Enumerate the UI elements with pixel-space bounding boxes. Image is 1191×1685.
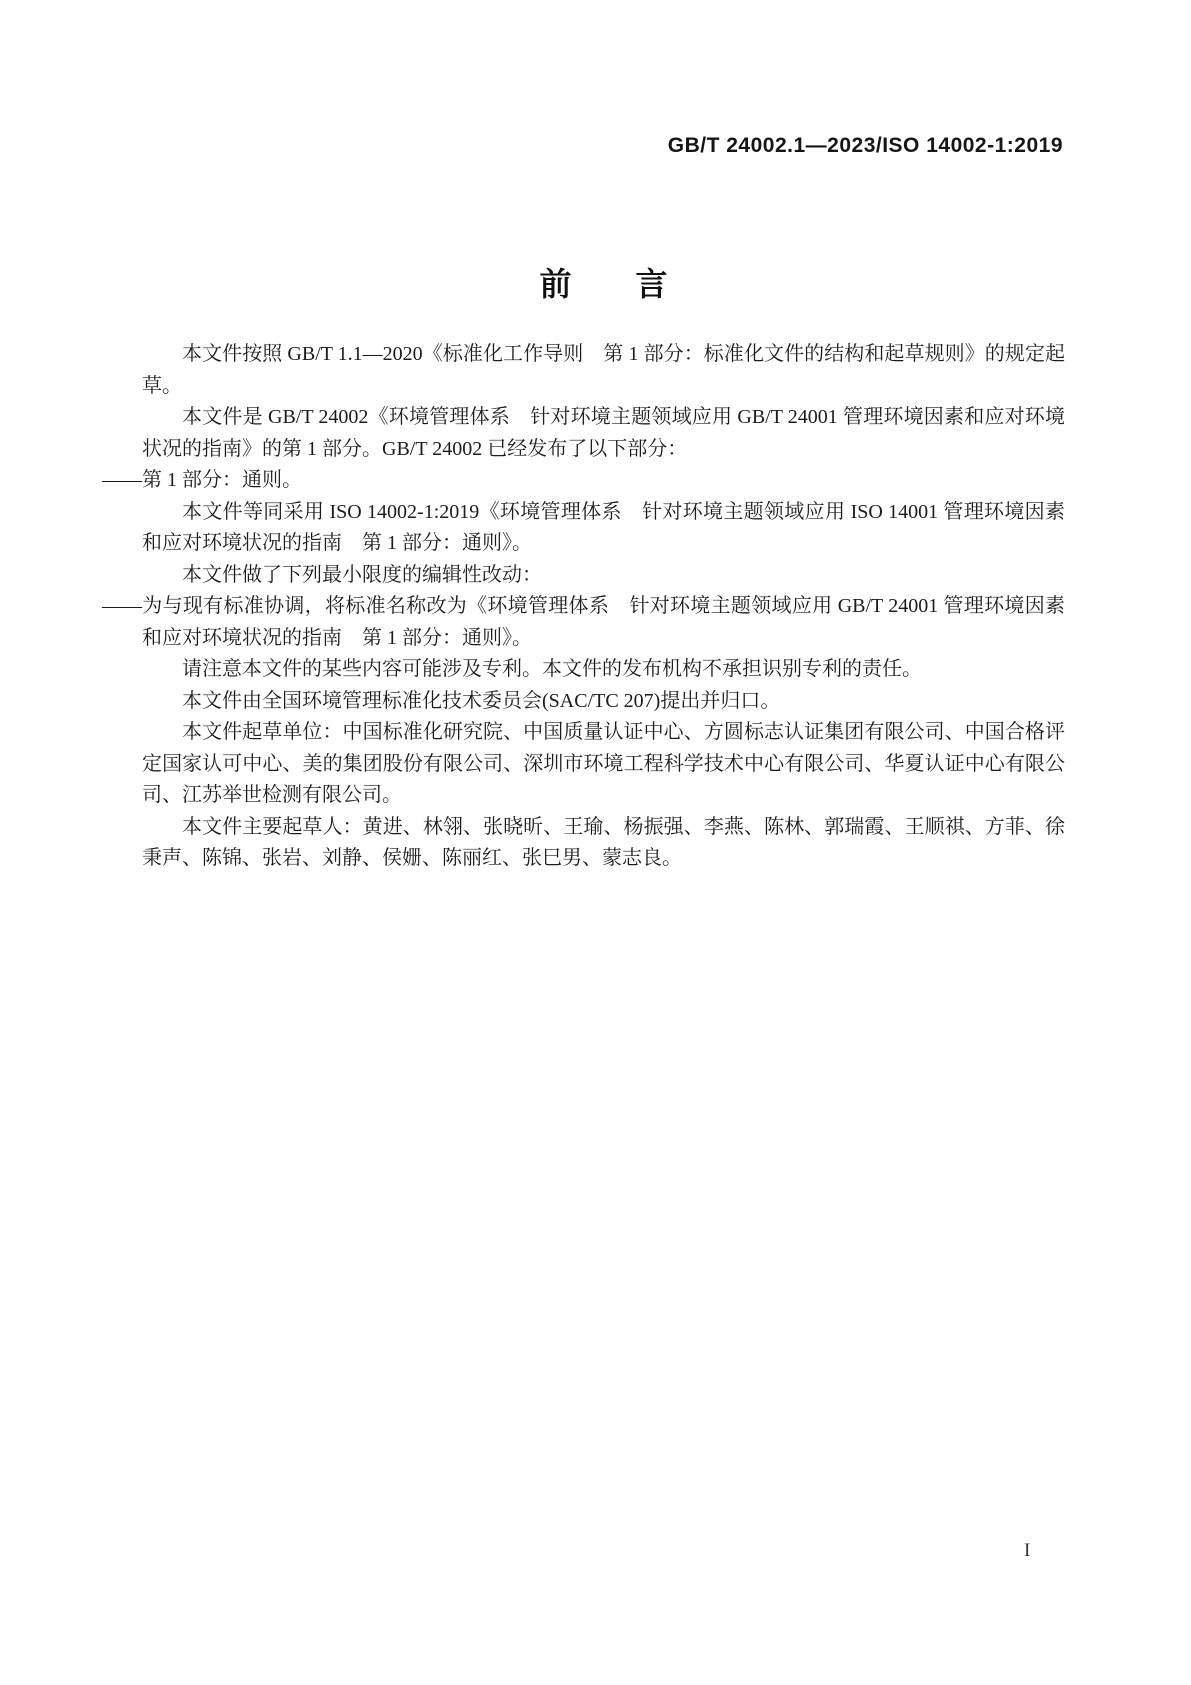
foreword-paragraph: 本文件由全国环境管理标准化技术委员会(SAC/TC 207)提出并归口。 (182, 689, 781, 712)
page-number: I (1024, 1540, 1031, 1561)
standard-doc-number: GB/T 24002.1—2023/ISO 14002-1:2019 (667, 134, 1063, 157)
foreword-paragraph: 请注意本文件的某些内容可能涉及专利。本文件的发布机构不承担识别专利的责任。 (182, 658, 922, 680)
foreword-paragraph: 本文件按照 GB/T 1.1—2020《标准化工作导则 第 1 部分：标准化文件的结构和起草规则》的规定起草。 (142, 343, 1065, 397)
foreword-list-item: ——为与现有标准协调，将标准名称改为《环境管理体系 针对环境主题领域应用 GB/T 24001 管理环境因素和应对环境状况的指南 第 1 部分：通则》。 (102, 595, 1065, 649)
foreword-list-item: ——第 1 部分：通则。 (102, 469, 302, 491)
foreword-paragraph: 本文件做了下列最小限度的编辑性改动： (182, 563, 542, 586)
foreword-paragraph: 本文件是 GB/T 24002《环境管理体系 针对环境主题领域应用 GB/T 24001 管理环境因素和应对环境状况的指南》的第 1 部分。GB/T 24002 已经发布了以下部分： (142, 406, 1065, 460)
foreword-paragraph: 本文件起草单位：中国标准化研究院、中国质量认证中心、方圆标志认证集团有限公司、中国合格评定国家认可中心、美的集团股份有限公司、深圳市环境工程科学技术中心有限公司、华夏认证中心有限公司、江苏举世检测有限公司。 (142, 721, 1065, 806)
foreword-title: 前 言 (539, 266, 668, 303)
foreword-body (102, 339, 1065, 875)
foreword-paragraph: 本文件等同采用 ISO 14002-1:2019《环境管理体系 针对环境主题领域应用 ISO 14001 管理环境因素和应对环境状况的指南 第 1 部分：通则》。 (142, 500, 1065, 554)
foreword-paragraph: 本文件主要起草人：黄进、林翎、张晓昕、王瑜、杨振强、李燕、陈林、郭瑞霞、王顺祺、方菲、徐秉声、陈锦、张岩、刘静、侯姗、陈丽红、张巳男、蒙志良。 (142, 815, 1065, 869)
